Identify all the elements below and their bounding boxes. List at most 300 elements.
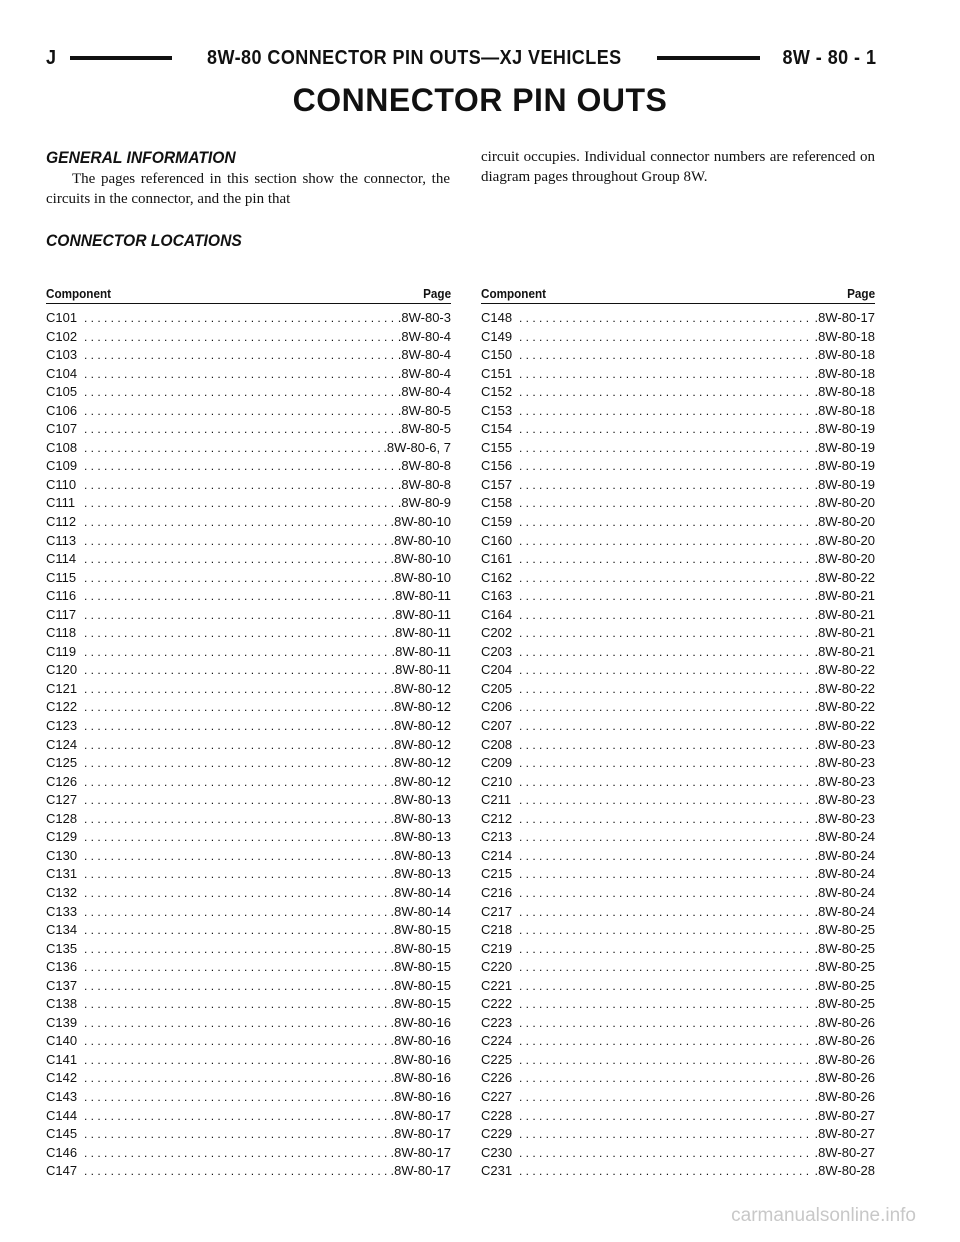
dot-leader [519,402,813,421]
page-reference: .8W-80-26 [814,1088,875,1104]
connector-id: C153 [481,402,513,418]
connector-id: C218 [481,922,513,938]
page-reference: .8W-80-24 [814,884,875,900]
connector-id: C204 [481,662,513,678]
page-reference: .8W-80-25 [814,940,875,956]
dot-leader [519,661,813,680]
connector-id: C117 [46,606,77,622]
page-reference: .8W-80-8 [397,458,451,474]
table-row [481,402,875,421]
table-row [46,1069,451,1088]
table-row [481,1162,875,1181]
table-row [481,698,875,717]
page-reference: .8W-80-20 [814,551,875,567]
page-reference: .8W-80-4 [397,384,451,400]
table-row [46,1014,451,1033]
table-row [46,402,451,421]
table-row [46,754,451,773]
page-reference: .8W-80-18 [814,328,875,344]
dot-leader [84,736,389,755]
page-reference: .8W-80-26 [814,1070,875,1086]
page-reference: .8W-80-4 [397,328,451,344]
table-row [46,940,451,959]
connector-id: C160 [481,532,513,548]
dot-leader [84,921,389,940]
dot-leader [84,958,389,977]
table-row [46,903,451,922]
column-header-component: Component [481,286,546,301]
page-reference: .8W-80-25 [814,977,875,993]
connector-id: C129 [46,829,78,845]
connector-id: C112 [46,514,77,530]
connector-id: C227 [481,1088,513,1104]
column-header-component: Component [46,286,111,301]
connector-id: C110 [46,476,77,492]
table-row [46,847,451,866]
dot-leader [84,402,396,421]
page-reference: .8W-80-10 [390,532,451,548]
dot-leader [84,513,389,532]
table-row [46,884,451,903]
page-reference: .8W-80-17 [814,310,875,325]
page-reference: .8W-80-17 [390,1126,451,1142]
page-reference: .8W-80-11 [391,643,451,659]
page-reference: .8W-80-12 [390,699,451,715]
page-reference: .8W-80-22 [814,699,875,715]
table-row [46,995,451,1014]
dot-leader [519,995,813,1014]
table-row [481,754,875,773]
table-row [46,643,451,662]
page-reference: .8W-80-14 [390,884,451,900]
connector-id: C213 [481,829,513,845]
dot-leader [84,995,389,1014]
dot-leader [519,921,813,940]
table-row [46,550,451,569]
table-row [481,606,875,625]
page-reference: .8W-80-19 [814,458,875,474]
connector-id: C231 [481,1163,513,1179]
connector-id: C156 [481,458,513,474]
page-reference: .8W-80-23 [814,810,875,826]
table-row [46,680,451,699]
dot-leader [84,828,389,847]
table-row [481,661,875,680]
table-row [481,532,875,551]
connector-id: C230 [481,1144,513,1160]
table-row [46,569,451,588]
connector-id: C157 [481,476,513,492]
table-row [481,494,875,513]
connector-id: C144 [46,1107,78,1123]
connector-id: C102 [46,328,78,344]
table-row [481,847,875,866]
table-row [46,606,451,625]
connector-id: C219 [481,940,513,956]
table-row [481,420,875,439]
dot-leader [519,439,813,458]
page-reference: .8W-80-14 [390,903,451,919]
connector-id: C125 [46,755,78,771]
table-row [46,958,451,977]
table-row [46,476,451,495]
dot-leader [84,1069,389,1088]
connector-id: C215 [481,866,513,882]
column-header [481,286,875,304]
dot-leader [84,1162,389,1181]
dot-leader [84,865,389,884]
table-row [46,865,451,884]
table-row [46,1125,451,1144]
page-reference: .8W-80-17 [390,1163,451,1179]
table-row [481,1125,875,1144]
dot-leader [84,476,396,495]
table-row [46,1032,451,1051]
page-reference: .8W-80-22 [814,662,875,678]
dot-leader [84,365,396,384]
dot-leader [519,847,813,866]
dot-leader [519,977,813,996]
connector-id: C211 [481,792,512,808]
table-row [481,643,875,662]
connector-id: C133 [46,903,78,919]
table-row [46,1162,451,1181]
page-reference: .8W-80-27 [814,1144,875,1160]
dot-leader [84,494,396,513]
page-reference: .8W-80-18 [814,402,875,418]
table-row [46,309,451,328]
page-reference: .8W-80-21 [814,625,875,641]
connector-id: C223 [481,1014,513,1030]
dot-leader [84,940,389,959]
connector-column-right [481,286,875,1181]
connector-id: C136 [46,959,78,975]
connector-id: C146 [46,1144,78,1160]
connector-id: C155 [481,439,513,455]
dot-leader [519,810,813,829]
column-header-page: Page [847,286,875,301]
table-row [481,1069,875,1088]
page-reference: .8W-80-12 [390,718,451,734]
header-left: J [46,46,57,69]
header-rule-right [657,56,760,60]
page-reference: .8W-80-16 [390,1051,451,1067]
column-header [46,286,451,304]
table-row [481,624,875,643]
connector-id: C107 [46,421,78,437]
running-header [46,44,876,72]
dot-leader [519,457,813,476]
dot-leader [84,587,390,606]
page-reference: .8W-80-24 [814,866,875,882]
dot-leader [84,903,389,922]
header-right: 8W - 80 - 1 [782,46,876,69]
table-row [481,1032,875,1051]
table-row [481,828,875,847]
dot-leader [519,494,813,513]
watermark: carmanualsonline.info [731,1205,916,1226]
page-reference: .8W-80-19 [814,476,875,492]
dot-leader [519,1088,813,1107]
connector-id: C103 [46,347,78,363]
page-reference: .8W-80-19 [814,421,875,437]
connector-id: C208 [481,736,513,752]
connector-id: C202 [481,625,513,641]
page-reference: .8W-80-26 [814,1014,875,1030]
table-row [46,346,451,365]
connector-id: C108 [46,439,78,455]
table-row [481,1107,875,1126]
dot-leader [84,1144,389,1163]
table-row [46,587,451,606]
table-row [46,328,451,347]
table-row [481,1144,875,1163]
column-header-page: Page [423,286,451,301]
page-reference: .8W-80-23 [814,755,875,771]
table-row [46,513,451,532]
connector-id: C140 [46,1033,78,1049]
table-row [46,1107,451,1126]
connector-id: C164 [481,606,513,622]
table-row [46,717,451,736]
dot-leader [519,698,813,717]
page-reference: .8W-80-18 [814,365,875,381]
page-reference: .8W-80-25 [814,959,875,975]
table-row [46,661,451,680]
connector-id: C210 [481,773,513,789]
dot-leader [519,569,813,588]
connector-id: C207 [481,718,513,734]
dot-leader [519,1125,813,1144]
connector-id: C118 [46,625,77,641]
dot-leader [84,661,390,680]
page-reference: .8W-80-11 [391,662,451,678]
connector-id: C149 [481,328,513,344]
dot-leader [519,476,813,495]
dot-leader [519,736,813,755]
page-reference: .8W-80-9 [397,495,451,511]
dot-leader [84,532,389,551]
connector-list-right [481,309,875,1181]
page-reference: .8W-80-5 [397,402,451,418]
dot-leader [84,569,389,588]
dot-leader [84,328,396,347]
dot-leader [519,1144,813,1163]
page-reference: .8W-80-18 [814,384,875,400]
table-row [46,494,451,513]
page-reference: .8W-80-8 [397,476,451,492]
page-reference: .8W-80-10 [390,551,451,567]
page-reference: .8W-80-22 [814,680,875,696]
page-reference: .8W-80-18 [814,347,875,363]
page-reference: .8W-80-24 [814,829,875,845]
page-reference: .8W-80-5 [397,421,451,437]
dot-leader [84,1014,389,1033]
dot-leader [84,383,396,402]
general-text-right: circuit occupies. Individual connector numbers are referenced on diagram pages throughout Group 8W. [481,149,875,185]
dot-leader [519,717,813,736]
connector-id: C205 [481,680,513,696]
dot-leader [519,865,813,884]
page-reference: .8W-80-21 [814,643,875,659]
dot-leader [519,328,813,347]
dot-leader [519,606,813,625]
table-row [46,624,451,643]
table-row [46,457,451,476]
page-reference: .8W-80-26 [814,1033,875,1049]
connector-id: C162 [481,569,513,585]
page-reference: .8W-80-13 [390,829,451,845]
dot-leader [519,587,813,606]
connector-id: C111 [46,495,76,511]
dot-leader [84,847,389,866]
header-rule-left [70,56,173,60]
connector-id: C225 [481,1051,513,1067]
page-reference: .8W-80-24 [814,903,875,919]
connector-id: C145 [46,1126,78,1142]
dot-leader [519,1162,813,1181]
dot-leader [519,884,813,903]
dot-leader [84,1107,389,1126]
connector-id: C115 [46,569,77,585]
table-row [481,383,875,402]
table-row [481,346,875,365]
dot-leader [519,550,813,569]
general-text-left-content: The pages referenced in this section show the connector, the circuits in the connector, and the pin that [46,171,450,207]
connector-list-left [46,309,451,1181]
table-row [46,1051,451,1070]
table-row [481,569,875,588]
connector-id: C113 [46,532,77,548]
page-reference: .8W-80-13 [390,810,451,826]
dot-leader [519,958,813,977]
connector-id: C163 [481,588,513,604]
page-reference: .8W-80-10 [390,569,451,585]
connector-id: C132 [46,884,78,900]
connector-id: C137 [46,977,78,993]
connector-id: C127 [46,792,78,808]
page-reference: .8W-80-25 [814,922,875,938]
connector-id: C139 [46,1014,78,1030]
connector-id: C228 [481,1107,513,1123]
page-reference: .8W-80-17 [390,1107,451,1123]
page-reference: .8W-80-16 [390,1033,451,1049]
page-reference: .8W-80-15 [390,959,451,975]
dot-leader [519,1032,813,1051]
connector-id: C101 [46,310,78,325]
connector-id: C142 [46,1070,78,1086]
table-row [481,884,875,903]
dot-leader [84,977,389,996]
table-row [481,328,875,347]
page-reference: .8W-80-20 [814,532,875,548]
page-reference: .8W-80-16 [390,1070,451,1086]
page-reference: .8W-80-19 [814,439,875,455]
dot-leader [84,643,390,662]
connector-id: C206 [481,699,513,715]
dot-leader [519,346,813,365]
dot-leader [519,940,813,959]
connector-id: C212 [481,810,513,826]
dot-leader [84,773,389,792]
table-row [481,587,875,606]
connector-id: C143 [46,1088,78,1104]
dot-leader [84,791,389,810]
page-reference: .8W-80-12 [390,736,451,752]
table-row [481,977,875,996]
connector-id: C161 [481,551,513,567]
connector-id: C122 [46,699,78,715]
dot-leader [519,754,813,773]
dot-leader [519,309,813,328]
connector-id: C138 [46,996,78,1012]
table-row [46,698,451,717]
dot-leader [519,773,813,792]
page-reference: .8W-80-16 [390,1014,451,1030]
page-reference: .8W-80-4 [397,365,451,381]
table-row [46,810,451,829]
connector-id: C226 [481,1070,513,1086]
dot-leader [84,754,389,773]
page-reference: .8W-80-27 [814,1107,875,1123]
dot-leader [84,550,389,569]
page-reference: .8W-80-17 [390,1144,451,1160]
dot-leader [519,365,813,384]
dot-leader [519,903,813,922]
table-row [46,921,451,940]
connector-id: C116 [46,588,77,604]
connector-id: C104 [46,365,78,381]
table-row [46,1144,451,1163]
connector-id: C222 [481,996,513,1012]
table-row [46,828,451,847]
page-reference: .8W-80-10 [390,514,451,530]
dot-leader [519,624,813,643]
table-row [481,791,875,810]
table-row [481,1014,875,1033]
dot-leader [519,383,813,402]
dot-leader [84,680,389,699]
page-reference: .8W-80-15 [390,996,451,1012]
page-reference: .8W-80-22 [814,569,875,585]
table-row [46,977,451,996]
page-reference: .8W-80-11 [391,588,451,604]
page-reference: .8W-80-23 [814,736,875,752]
dot-leader [519,420,813,439]
connector-locations-heading: CONNECTOR LOCATIONS [46,231,242,250]
page-reference: .8W-80-20 [814,495,875,511]
dot-leader [519,1069,813,1088]
page-reference: .8W-80-27 [814,1126,875,1142]
connector-id: C106 [46,402,78,418]
page-title: CONNECTOR PIN OUTS [292,82,668,118]
page-reference: .8W-80-11 [391,625,451,641]
connector-id: C154 [481,421,513,437]
page-reference: .8W-80-13 [390,847,451,863]
connector-id: C130 [46,847,78,863]
connector-id: C123 [46,718,78,734]
table-row [46,791,451,810]
dot-leader [519,828,813,847]
page-reference: .8W-80-16 [390,1088,451,1104]
table-row [481,550,875,569]
connector-id: C158 [481,495,513,511]
table-row [481,773,875,792]
general-text-left [46,170,450,209]
page-reference: .8W-80-24 [814,847,875,863]
page-reference: .8W-80-15 [390,922,451,938]
page-reference: .8W-80-21 [814,606,875,622]
